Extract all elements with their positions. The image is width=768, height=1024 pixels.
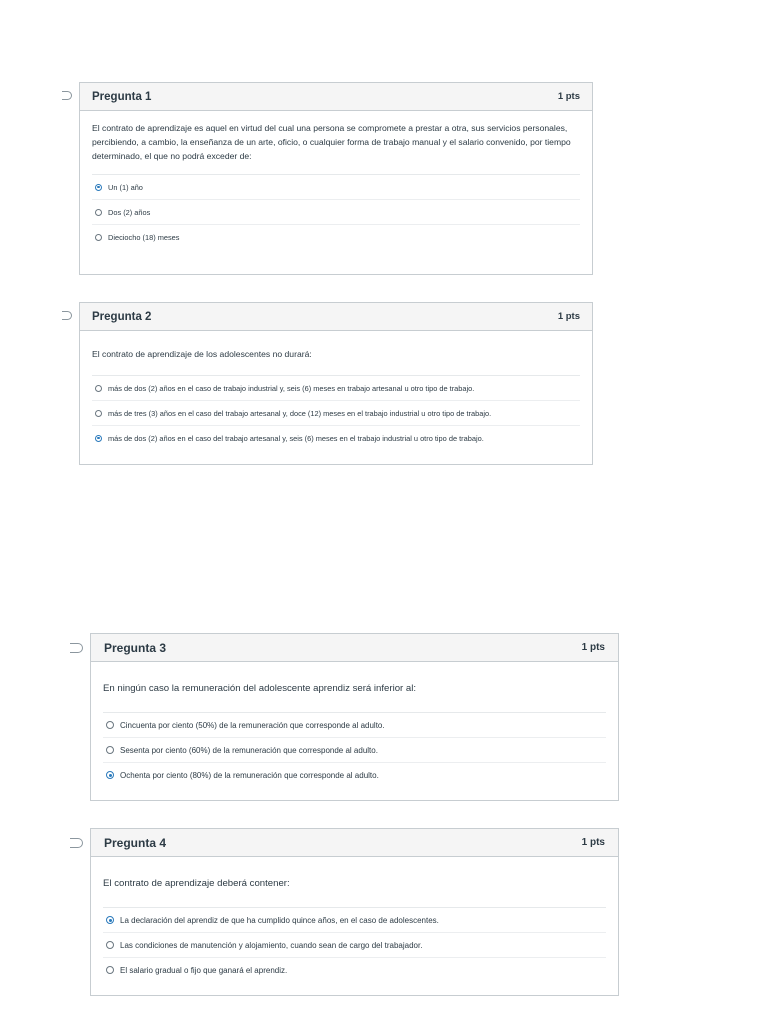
answer-label: Las condiciones de manutención y alojamiento, cuando sean de cargo del trabajador. — [120, 940, 423, 950]
question-points: 1 pts — [581, 837, 605, 848]
question-text: En ningún caso la remuneración del adolescente aprendiz será inferior al: — [103, 683, 417, 694]
radio-icon[interactable] — [95, 234, 102, 241]
radio-icon[interactable] — [106, 746, 114, 754]
radio-icon[interactable] — [95, 435, 102, 442]
question-flag-icon[interactable] — [70, 643, 83, 653]
answer-option[interactable] — [103, 933, 606, 958]
radio-icon[interactable] — [106, 721, 114, 729]
answer-option[interactable] — [92, 175, 580, 200]
question-text: El contrato de aprendizaje es aquel en virtud del cual una persona se compromete a prestar a otra, sus servicios personales, percibiendo, a cambio, la enseñanza de un arte, oficio, o cualquier forma de trabajo manual y el salario convenido, por tiempo determinado, el que no podrá exceder de: — [92, 123, 571, 161]
question-header — [80, 303, 592, 331]
question-header — [91, 829, 618, 857]
question-points: 1 pts — [581, 642, 605, 653]
answer-label: más de dos (2) años en el caso de trabajo industrial y, seis (6) meses en trabajo artesanal u otro tipo de trabajo. — [108, 383, 475, 393]
answer-option[interactable] — [103, 713, 606, 738]
question-title: Pregunta 1 — [92, 90, 152, 103]
question-text: El contrato de aprendizaje de los adolescentes no durará: — [92, 349, 312, 359]
answer-label: El salario gradual o fijo que ganará el aprendiz. — [120, 965, 288, 975]
answer-option[interactable] — [92, 426, 580, 450]
radio-icon[interactable] — [106, 771, 114, 779]
question-title: Pregunta 3 — [104, 640, 167, 655]
question-text: El contrato de aprendizaje deberá contener: — [103, 878, 290, 889]
question-4 — [90, 828, 619, 996]
question-2 — [79, 302, 593, 465]
answer-label: Dieciocho (18) meses — [108, 232, 180, 242]
answer-option[interactable] — [103, 738, 606, 763]
answer-label: Sesenta por ciento (60%) de la remuneración que corresponde al adulto. — [120, 745, 378, 755]
answer-label: Ochenta por ciento (80%) de la remuneración que corresponde al adulto. — [120, 770, 379, 780]
answer-list — [92, 375, 580, 450]
radio-icon[interactable] — [95, 184, 102, 191]
answer-option[interactable] — [103, 958, 606, 982]
question-flag-icon[interactable] — [62, 91, 72, 100]
answer-list — [103, 712, 606, 787]
answer-label: Dos (2) años — [108, 207, 151, 217]
radio-icon[interactable] — [106, 941, 114, 949]
question-header — [80, 83, 592, 111]
question-flag-icon[interactable] — [62, 311, 72, 320]
question-flag-icon[interactable] — [70, 838, 83, 848]
question-points: 1 pts — [557, 311, 580, 322]
answer-option[interactable] — [103, 908, 606, 933]
question-points: 1 pts — [557, 91, 580, 102]
answer-list — [92, 174, 580, 249]
answer-label: La declaración del aprendiz de que ha cumplido quince años, en el caso de adolescentes. — [120, 915, 439, 925]
answer-label: Un (1) año — [108, 182, 143, 192]
answer-option[interactable] — [103, 763, 606, 787]
question-title: Pregunta 4 — [104, 835, 167, 850]
question-title: Pregunta 2 — [92, 310, 152, 323]
radio-icon[interactable] — [95, 410, 102, 417]
answer-label: más de tres (3) años en el caso del trabajo artesanal y, doce (12) meses en el trabajo industrial u otro tipo de trabajo. — [108, 408, 492, 418]
question-3 — [90, 633, 619, 801]
radio-icon[interactable] — [95, 209, 102, 216]
answer-list — [103, 907, 606, 982]
answer-option[interactable] — [92, 225, 580, 249]
question-body — [80, 331, 592, 458]
radio-icon[interactable] — [95, 385, 102, 392]
answer-option[interactable] — [92, 376, 580, 401]
question-header — [91, 634, 618, 662]
question-1 — [79, 82, 593, 275]
answer-label: más de dos (2) años en el caso del trabajo artesanal y, seis (6) meses en el trabajo industrial u otro tipo de trabajo. — [108, 433, 484, 443]
radio-icon[interactable] — [106, 916, 114, 924]
answer-label: Cincuenta por ciento (50%) de la remuneración que corresponde al adulto. — [120, 720, 385, 730]
answer-option[interactable] — [92, 200, 580, 225]
radio-icon[interactable] — [106, 966, 114, 974]
question-body — [91, 857, 618, 990]
answer-option[interactable] — [92, 401, 580, 426]
question-body — [80, 111, 592, 257]
question-body — [91, 662, 618, 795]
